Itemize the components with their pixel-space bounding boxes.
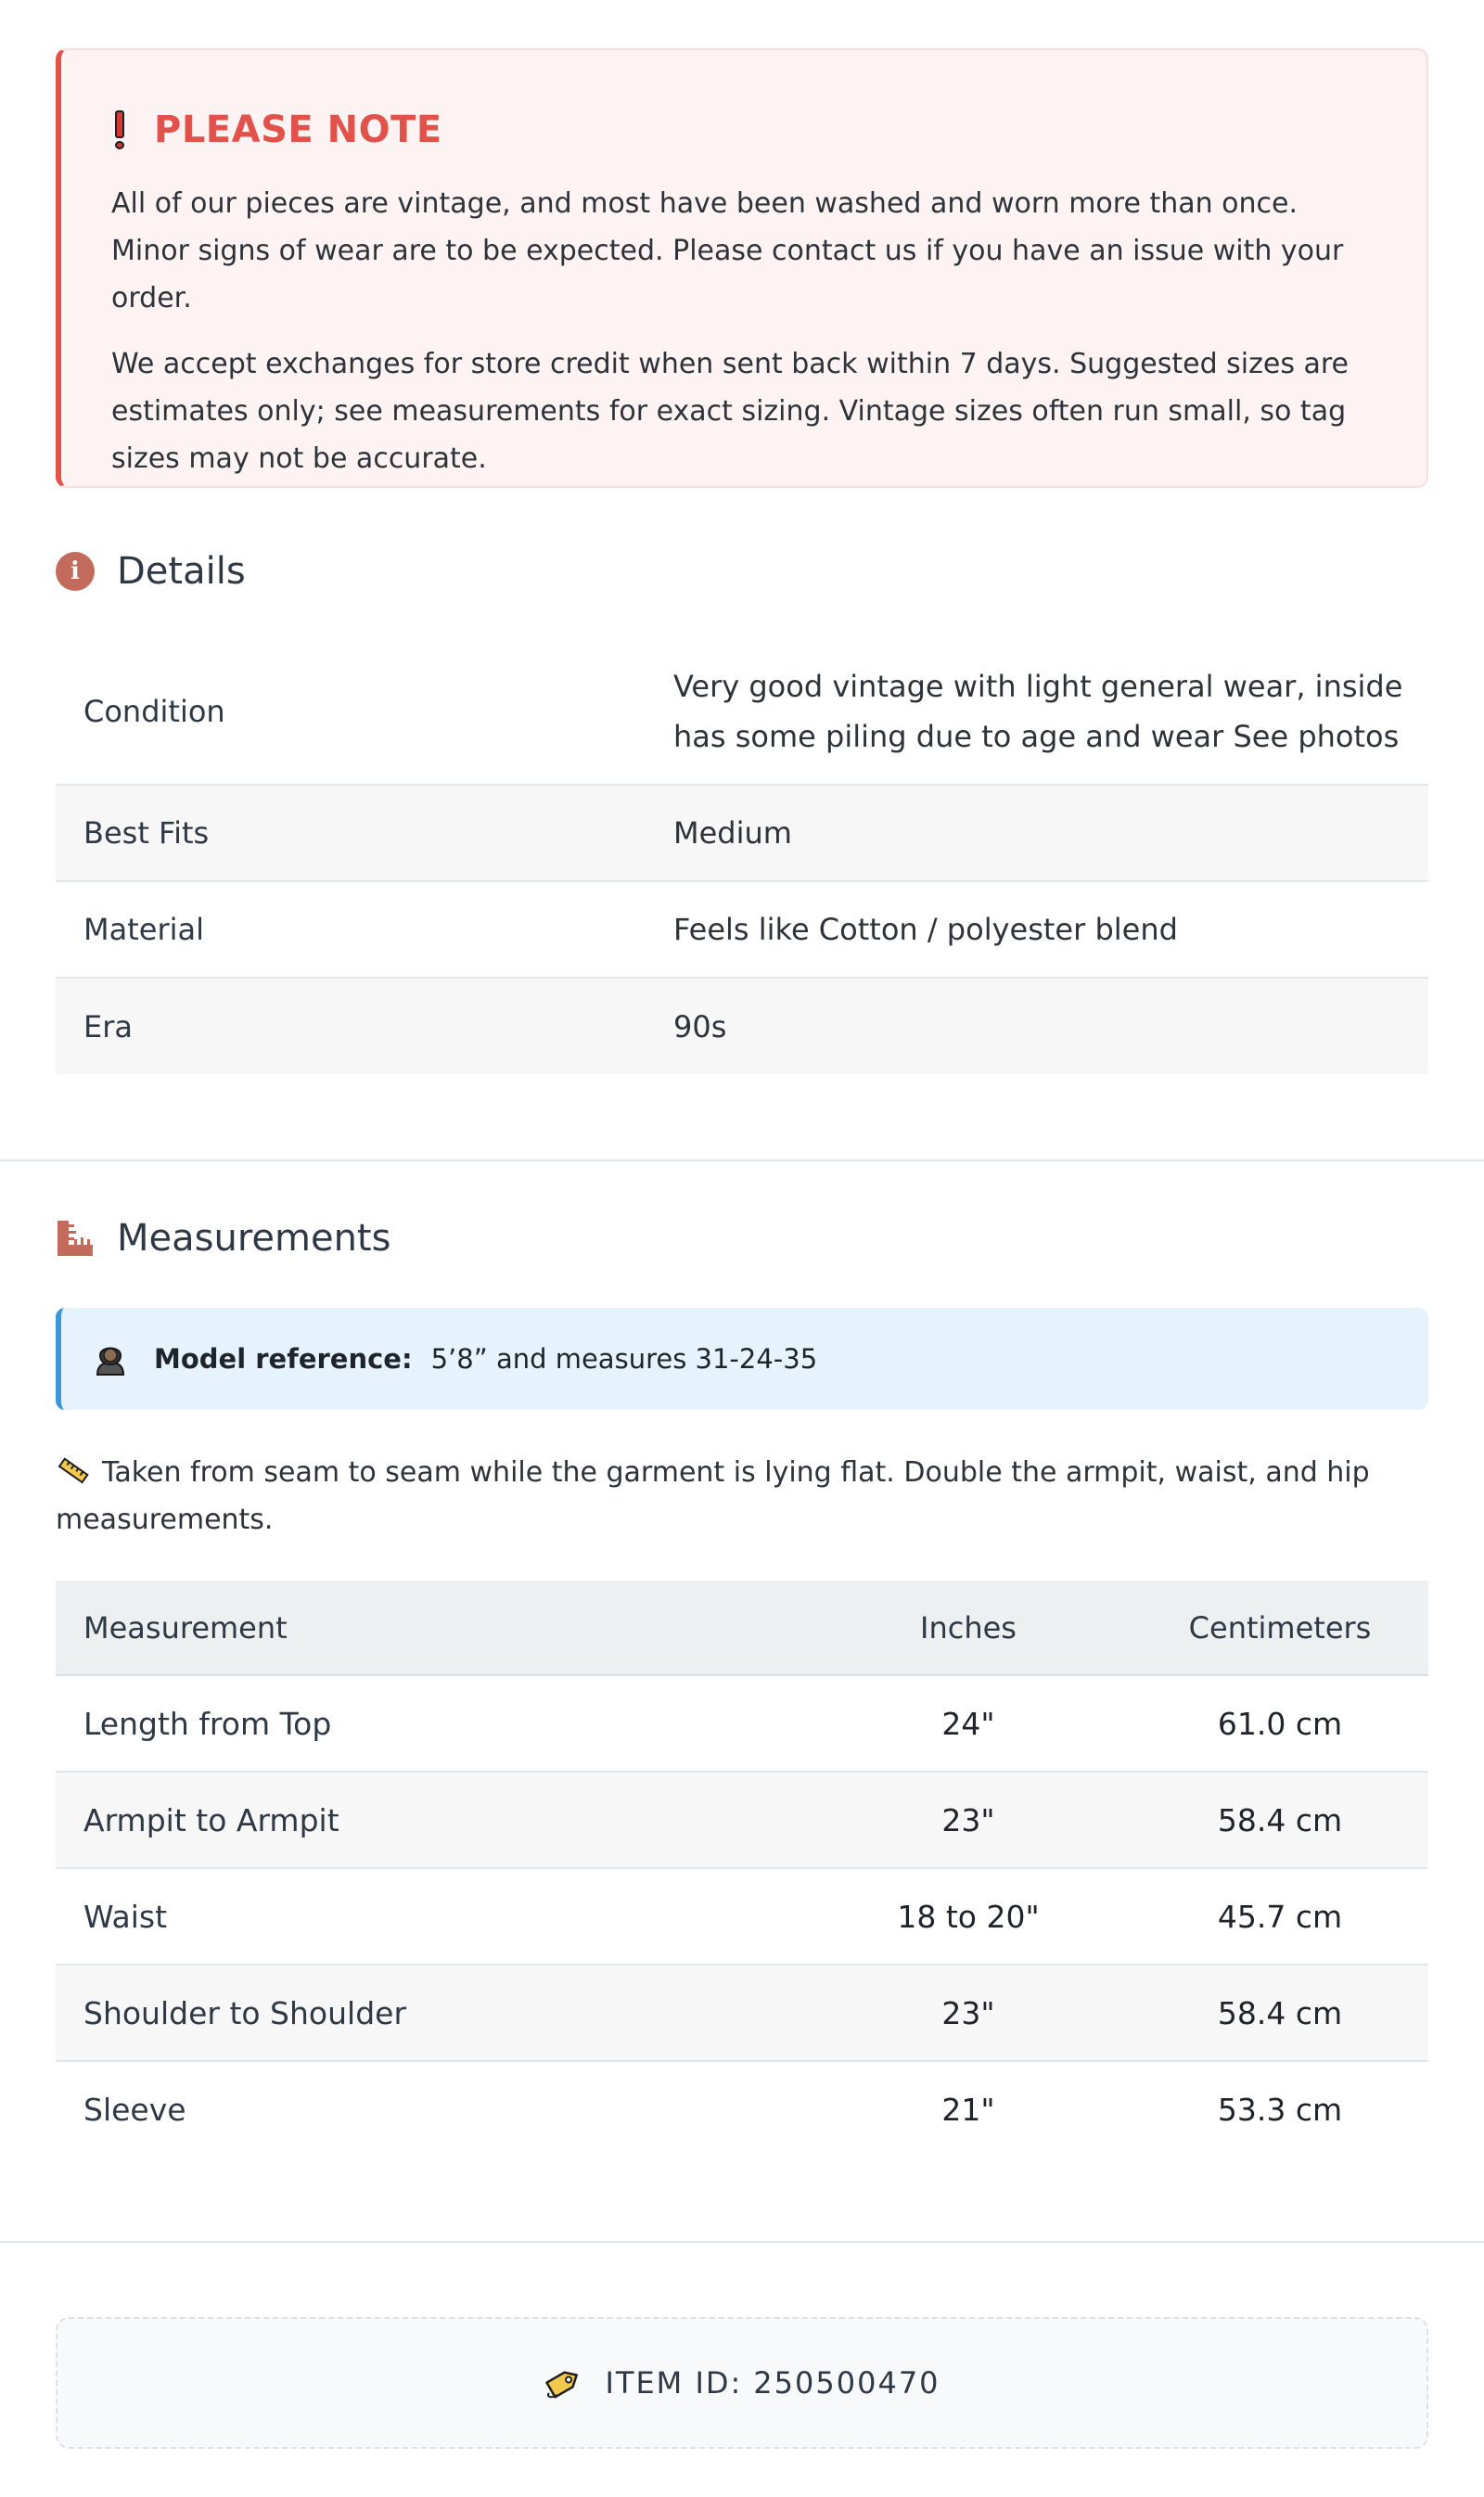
measurement-row: [56, 1772, 1428, 1868]
info-icon: i: [56, 552, 95, 591]
measurement-row: [56, 2061, 1428, 2158]
measurement-cm: 58.4 cm: [1132, 1772, 1428, 1868]
ruler-icon: [56, 1219, 95, 1258]
details-label: Era: [83, 1008, 133, 1044]
measurement-row: [56, 1965, 1428, 2061]
item-id-box: [56, 2317, 1428, 2449]
measurements-table: [56, 1581, 1428, 2158]
please-note-header: [111, 104, 1380, 156]
model-reference-label: Model reference:: [154, 1343, 413, 1375]
pencil-icon: [56, 1453, 93, 1480]
measurements-header: [56, 1217, 390, 1260]
measurement-inches: 24": [805, 1675, 1132, 1772]
measurement-cm: 58.4 cm: [1132, 1965, 1428, 2061]
details-label: Condition: [83, 693, 225, 729]
column-header-centimeters: Centimeters: [1132, 1581, 1428, 1675]
measurement-inches: 23": [805, 1772, 1132, 1868]
measurement-name: Length from Top: [56, 1675, 805, 1772]
measurement-cm: 61.0 cm: [1132, 1675, 1428, 1772]
exclamation-icon: [113, 110, 126, 149]
model-reference-box: [56, 1308, 1428, 1410]
please-note-paragraph: All of our pieces are vintage, and most have been washed and worn more than once. Minor signs of wear are to be expected. Please contact us if you have an issue with your order.: [111, 187, 1344, 314]
item-id-text: [605, 2365, 940, 2401]
measurement-inches: 21": [941, 2092, 995, 2128]
measurement-name: Shoulder to Shoulder: [56, 1965, 805, 2061]
details-label: Material: [83, 912, 204, 947]
measurement-row: [56, 1868, 1428, 1965]
measurement-name: Sleeve: [83, 2092, 186, 2128]
measurements-title: Measurements: [117, 1217, 391, 1260]
details-value: Feels like Cotton / polyester blend: [673, 912, 1178, 947]
measurement-inches: 18 to 20": [805, 1868, 1132, 1965]
measurement-row: [56, 1675, 1428, 1772]
measurement-cm: 45.7 cm: [1132, 1868, 1428, 1965]
instructions-text: Taken from seam to seam while the garment is lying flat. Double the armpit, waist, and hip measurements.: [56, 1456, 1370, 1536]
measurement-name: Waist: [56, 1868, 805, 1965]
please-note-title: PLEASE NOTE: [154, 109, 442, 151]
item-id-value: 250500470: [753, 2365, 940, 2401]
measurement-instructions: [56, 1449, 1428, 1543]
person-icon: [95, 1342, 126, 1376]
details-label: Best Fits: [83, 815, 210, 851]
measurements-header-row: [56, 1581, 1428, 1675]
model-reference-value: 5’8” and measures 31-24-35: [430, 1343, 818, 1375]
details-row: [56, 638, 1428, 785]
measurement-cm: 53.3 cm: [1217, 2092, 1343, 2128]
details-value: 90s: [673, 1008, 727, 1044]
measurement-inches: 23": [805, 1965, 1132, 2061]
tag-icon: [544, 2365, 582, 2401]
please-note-box: [56, 48, 1428, 488]
details-title: Details: [117, 550, 246, 593]
details-row: [56, 785, 1428, 881]
column-header-inches: Inches: [805, 1581, 1132, 1675]
details-header: [56, 550, 246, 593]
details-row: [56, 881, 1428, 978]
section-divider: [0, 2241, 1484, 2243]
please-note-paragraph: We accept exchanges for store credit when sent back within 7 days. Suggested sizes are estimates only; see measurements for exact sizing. Vintage sizes often run small, so tag sizes may not be accurate.: [111, 348, 1350, 475]
details-row: [56, 978, 1428, 1074]
details-value: Very good vintage with light general wear, inside has some piling due to age and wear See photos: [673, 668, 1403, 754]
section-divider: [0, 1159, 1484, 1161]
measurement-name: Armpit to Armpit: [56, 1772, 805, 1868]
item-id-label: ITEM ID:: [605, 2365, 743, 2401]
details-value: Medium: [673, 815, 792, 851]
details-table: [56, 638, 1428, 1074]
column-header-measurement: Measurement: [56, 1581, 805, 1675]
